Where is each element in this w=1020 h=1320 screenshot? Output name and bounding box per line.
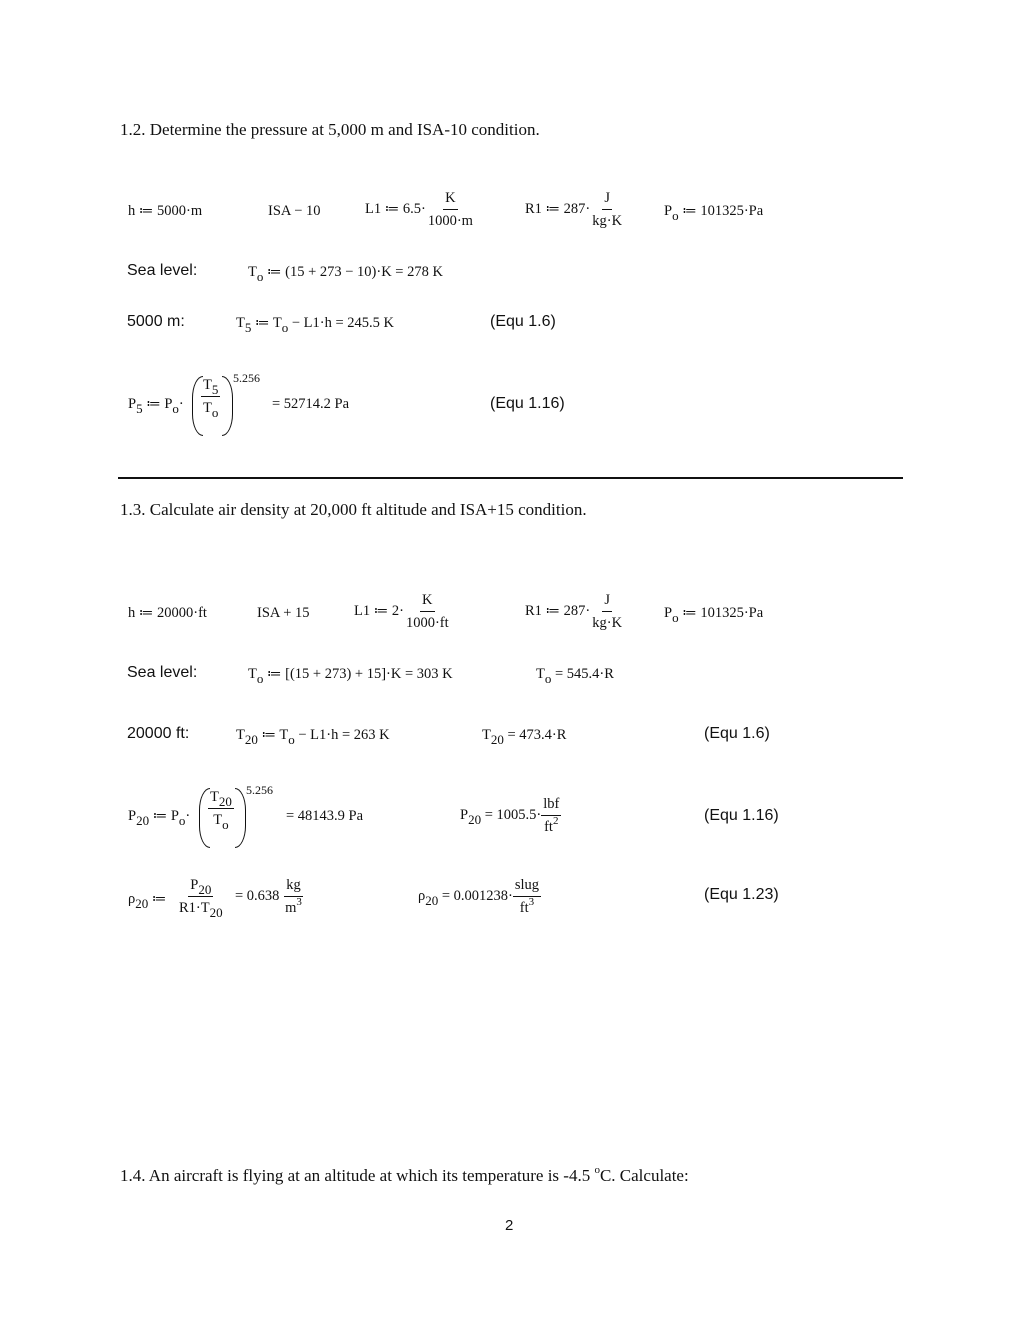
eq-l1-lhs: L1 ≔ 6.5·	[365, 200, 426, 217]
eq-r1-gas-constant-2	[525, 592, 624, 631]
eq-rho-den-r: R1·T	[179, 900, 210, 916]
eq-p5-num-sub: 5	[211, 382, 219, 397]
label-5000m: 5000 m:	[127, 313, 185, 330]
right-paren	[222, 376, 233, 436]
eq-t0-isa-10	[248, 264, 443, 284]
eq-l1-den-2: 1000·ft	[405, 615, 449, 631]
eq-p20e-fraction	[541, 796, 561, 835]
eq-rho20-rhs	[235, 877, 304, 916]
eq-rhoe-fraction	[513, 877, 541, 916]
eq-p5-sub-o: o	[172, 401, 179, 416]
label-20000ft: 20000 ft:	[127, 725, 190, 742]
eq-p5-den-t: T	[203, 400, 212, 416]
ref-equ-1-23: (Equ 1.23)	[704, 886, 779, 903]
eq-p20-den	[211, 809, 230, 832]
eq-r1-den-2: kg·K	[592, 615, 623, 631]
eq-t20-mid: ≔ T	[257, 727, 289, 743]
eq-rho-sub: 20	[135, 896, 149, 911]
eq-t0-rankine	[536, 666, 614, 686]
heading-1-3: 1.3. Calculate air density at 20,000 ft altitude and ISA+15 condition.	[120, 500, 587, 519]
eq-t20r-symbol: T	[482, 727, 491, 743]
ref-equ-1-16-a: (Equ 1.16)	[490, 395, 565, 412]
eq-l1-lapse-2	[354, 592, 451, 631]
page-number: 2	[505, 1217, 514, 1234]
eq-r1-den: kg·K	[592, 213, 623, 229]
eq-p5-ratio	[201, 377, 220, 420]
eq-p5-exponent: 5.256	[233, 371, 260, 385]
eq-p0-sub-2: o	[672, 610, 679, 625]
eq-rho-fraction	[177, 877, 225, 920]
eq-p20e-den-ft: ft	[544, 819, 553, 835]
eq-p20-exponent: 5.256	[246, 783, 273, 797]
eq-t20-sub: 20	[244, 732, 258, 747]
eq-r1-num-2: J	[602, 592, 612, 612]
eq-t20	[236, 727, 390, 747]
label-sea-level-2: Sea level:	[127, 664, 198, 681]
ref-equ-1-6-b: (Equ 1.6)	[704, 725, 770, 742]
eq-l1-num-2: K	[420, 592, 434, 612]
eq-t20r-rhs: = 473.4·R	[503, 727, 567, 743]
eq-r1-fraction	[590, 190, 624, 229]
eq-rho-den-sub: 20	[209, 905, 223, 920]
eq-t5-sub: 5	[244, 320, 252, 335]
ref-equ-1-16-b: (Equ 1.16)	[704, 807, 779, 824]
eq-t0r-sub: o	[544, 671, 552, 686]
eq-p0-rhs: ≔ 101325·Pa	[678, 203, 764, 219]
eq-l1-lhs-2: L1 ≔ 2·	[354, 602, 404, 619]
eq-p20-symbol: P	[128, 808, 137, 824]
eq-rho-unit-den	[283, 897, 304, 916]
eq-p5-mid: ≔ P	[142, 396, 173, 412]
eq-p20e-symbol: P	[460, 806, 469, 823]
eq-rhoe-den	[518, 897, 536, 916]
eq-t20-sub-o: o	[288, 732, 295, 747]
eq-p20-den-sub: o	[222, 817, 229, 832]
eq-p20-sub-o: o	[178, 813, 186, 828]
eq-p0	[664, 203, 764, 223]
eq-p20-num-t: T	[210, 789, 219, 805]
eq-t5	[236, 315, 394, 335]
eq-p0-sub: o	[672, 208, 679, 223]
heading-1-4	[120, 1166, 689, 1186]
eq-p20-fraction	[208, 789, 234, 832]
eq-rho-num	[188, 877, 213, 897]
eq-p20e-num: lbf	[541, 796, 561, 816]
eq-p20-sub: 20	[136, 813, 150, 828]
eq-p5-num	[201, 377, 220, 397]
eq-p5-num-t: T	[203, 377, 212, 393]
eq-p20-rhs: = 48143.9 Pa	[286, 808, 364, 824]
eq-rho-symbol: ρ	[128, 891, 136, 907]
eq-rho-unit-den-exp: 3	[296, 896, 302, 908]
eq-r1-num: J	[602, 190, 612, 210]
eq-t0-rhs: ≔ (15 + 273 − 10)·K = 278 K	[263, 264, 443, 280]
eq-p0-rhs-2: ≔ 101325·Pa	[678, 605, 764, 621]
eq-rho20-english	[418, 877, 541, 916]
eq-p5-den-sub: o	[211, 405, 219, 420]
eq-t20-rankine	[482, 727, 567, 747]
eq-rhoe-den-ft: ft	[519, 900, 529, 916]
eq-t0-rhs-2: ≔ [(15 + 273) + 15]·K = 303 K	[263, 666, 453, 682]
eq-rho-unit-fraction	[283, 877, 304, 916]
eq-p20-mid: ≔ P	[149, 808, 179, 824]
eq-rho-value: = 0.638	[235, 887, 280, 904]
eq-t20r-sub: 20	[490, 732, 504, 747]
eq-p0-2	[664, 605, 764, 625]
eq-r1-lhs-2: R1 ≔ 287·	[525, 602, 591, 619]
eq-rho-num-sub: 20	[198, 882, 212, 897]
heading-1-2: 1.2. Determine the pressure at 5,000 m and ISA-10 condition.	[120, 120, 540, 139]
eq-rho-unit-den-m: m	[285, 900, 297, 916]
eq-p20-dot: ·	[185, 808, 191, 824]
eq-t5-sub-o: o	[281, 320, 289, 335]
eq-p20-num	[208, 789, 234, 809]
eq-isa-minus-10: ISA − 10	[268, 203, 321, 219]
eq-p20e-rhs: = 1005.5·	[481, 806, 542, 823]
eq-r1-fraction-2	[590, 592, 624, 631]
eq-t5-symbol: T	[236, 315, 245, 331]
eq-t20-rhs: − L1·h = 263 K	[294, 727, 390, 743]
eq-p20-num-sub: 20	[218, 794, 232, 809]
eq-l1-fraction-2	[404, 592, 451, 631]
eq-p0-symbol-2: P	[664, 605, 673, 621]
eq-rho-den	[177, 897, 225, 920]
eq-h-20000ft: h ≔ 20000·ft	[128, 605, 207, 621]
eq-t5-mid: ≔ T	[251, 315, 282, 331]
eq-rho20-lhs	[128, 891, 167, 911]
eq-p20e-sub: 20	[468, 811, 482, 827]
eq-rhoe-rhs: = 0.001238·	[438, 887, 513, 904]
eq-t0-isa-15	[248, 666, 453, 686]
eq-t5-rhs: − L1·h = 245.5 K	[288, 315, 394, 331]
eq-l1-num: K	[443, 190, 457, 210]
eq-r1-lhs: R1 ≔ 287·	[525, 200, 591, 217]
eq-l1-lapse	[365, 190, 475, 229]
eq-p5-fraction	[201, 377, 220, 420]
eq-l1-den: 1000·m	[427, 213, 473, 229]
eq-rhoe-symbol: ρ	[418, 887, 426, 904]
eq-p20-den-t: T	[213, 812, 223, 828]
heading-1-4-tail: C. Calculate:	[599, 1166, 689, 1185]
eq-p5-symbol: P	[128, 396, 137, 412]
eq-p20-english	[460, 796, 561, 835]
eq-isa-plus-15: ISA + 15	[257, 605, 310, 621]
eq-t0-symbol: T	[248, 264, 257, 280]
eq-t0r-symbol: T	[536, 666, 545, 682]
eq-p0-symbol: P	[664, 203, 673, 219]
eq-t20-symbol: T	[236, 727, 245, 743]
degree-superscript: o	[594, 1164, 600, 1176]
eq-t0-sub: o	[256, 269, 264, 284]
eq-rho-num-p: P	[190, 877, 199, 893]
eq-r1-gas-constant	[525, 190, 624, 229]
label-sea-level: Sea level:	[127, 262, 198, 279]
eq-rhoe-den-exp: 3	[528, 896, 535, 908]
ref-equ-1-6-a: (Equ 1.6)	[490, 313, 556, 330]
eq-t0-sub-2: o	[256, 671, 264, 686]
eq-p20-ratio	[208, 789, 234, 832]
eq-t0r-rhs: = 545.4·R	[551, 666, 614, 682]
eq-p5-rhs: = 52714.2 Pa	[272, 396, 350, 412]
eq-p5-lhs	[128, 396, 184, 416]
eq-p20-lhs	[128, 808, 191, 828]
eq-p20e-den-exp: 2	[552, 815, 559, 827]
eq-rho20-ratio	[177, 877, 225, 920]
eq-rhoe-sub: 20	[425, 892, 439, 908]
eq-l1-fraction	[426, 190, 475, 229]
heading-1-4-text: 1.4. An aircraft is flying at an altitude at which its temperature is -4.5	[120, 1166, 595, 1185]
eq-t0-symbol-2: T	[248, 666, 257, 682]
eq-p20e-den	[542, 816, 560, 835]
eq-rho-unit-num: kg	[284, 877, 303, 897]
eq-p5-dot: ·	[178, 396, 184, 412]
eq-p5-sub: 5	[136, 401, 143, 416]
section-divider	[118, 477, 903, 479]
eq-h-5000m: h ≔ 5000·m	[128, 203, 203, 219]
eq-p5-den	[201, 397, 220, 420]
eq-rho-mid: ≔	[148, 891, 167, 907]
eq-rhoe-num: slug	[513, 877, 541, 897]
right-paren	[235, 788, 246, 848]
